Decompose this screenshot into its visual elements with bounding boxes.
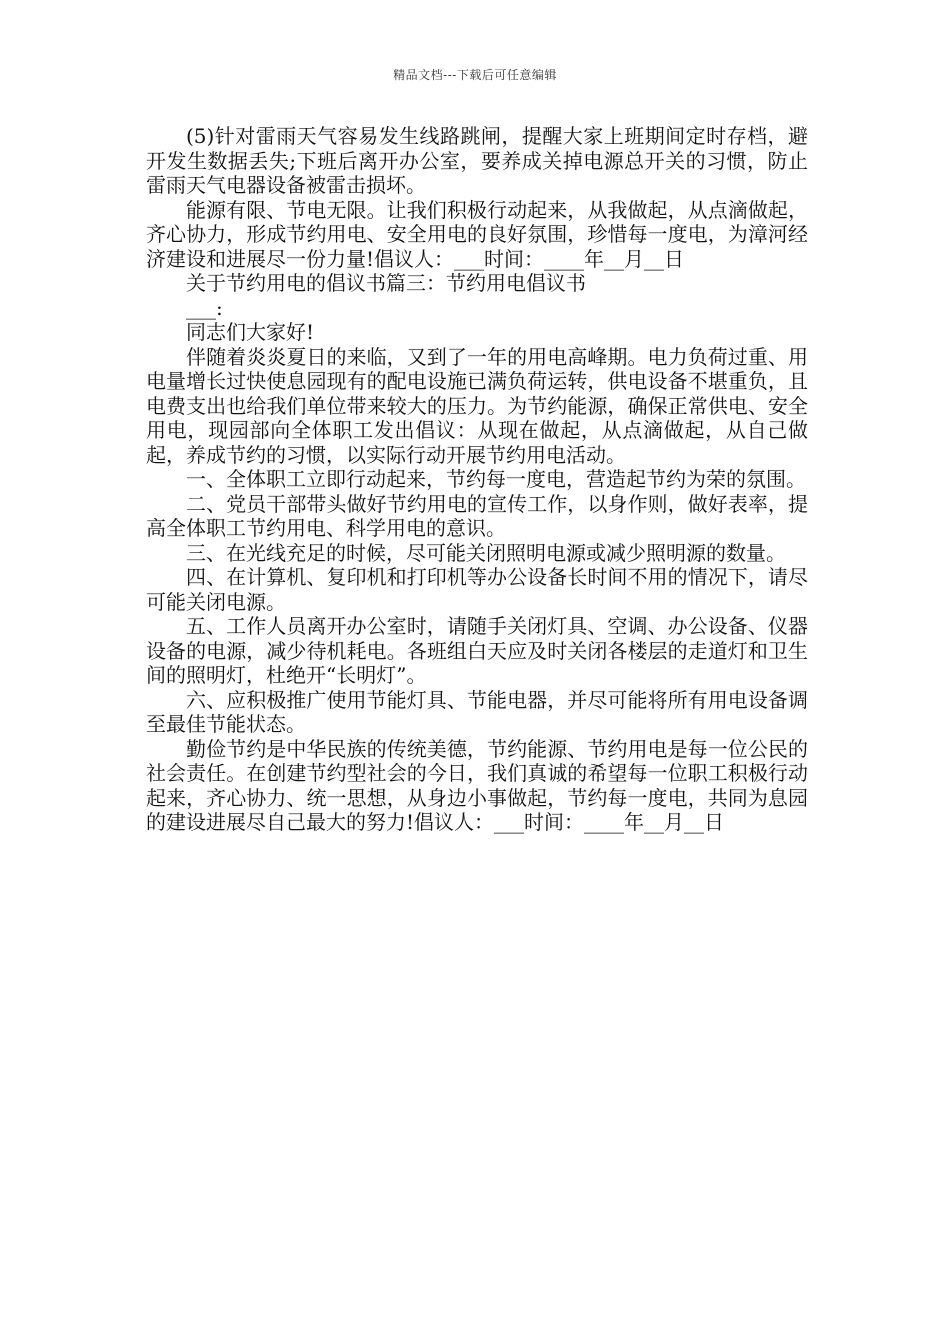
proposal-item-4: 四、在计算机、复印机和打印机等办公设备长时间不用的情况下，请尽可能关闭电源。 [146,565,808,614]
paragraph-storm-advice: (5)针对雷雨天气容易发生线路跳闸，提醒大家上班期间定时存档，避开发生数据丢失;下班后离开办公室，要养成关掉电源总开关的习惯，防止雷雨天气电器设备被雷击损坏。 [146,124,808,197]
proposal-item-1: 一、全体职工立即行动起来，节约每一度电，营造起节约为荣的氛围。 [186,467,806,491]
document-body [146,124,808,835]
proposal-item-5: 五、工作人员离开办公室时，请随手关闭灯具、空调、办公设备、仪器设备的电源，减少待机耗电。各班组白天应及时关闭各楼层的走道灯和卫生间的照明灯，杜绝开“长明灯”。 [146,614,808,687]
salutation-blank: ___: [186,295,223,320]
greeting: 同志们大家好! [186,320,315,344]
page-header: 精品文档---下载后可任意编辑 [393,68,557,82]
paragraph-conclusion: 勤俭节约是中华民族的传统美德，节约能源、节约用电是每一位公民的社会责任。在创建节约型社会的今日，我们真诚的希望每一位职工积极行动起来，齐心协力、统一思想，从身边小事做起，节约每一度电，共同为息园的建设进展尽自己最大的努力!倡议人：___时间：____年__月__日 [146,736,808,834]
paragraph-summer-peak: 伴随着炎炎夏日的来临，又到了一年的用电高峰期。电力负荷过重、用电量增长过快使息园现有的配电设施已满负荷运转，供电设备不堪重负，且电费支出也给我们单位带来较大的压力。为节约能源，确保正常供电、安全用电，现园部向全体职工发出倡议：从现在做起，从点滴做起，从自己做起，养成节约的习惯，以实际行动开展节约用电活动。 [146,344,808,467]
section-title-part-three: 关于节约用电的倡议书篇三：节约用电倡议书 [186,271,586,295]
proposal-item-3: 三、在光线充足的时候，尽可能关闭照明电源或减少照明源的数量。 [186,540,786,565]
proposal-item-6: 六、应积极推广使用节能灯具、节能电器，并尽可能将所有用电设备调至最佳节能状态。 [146,687,808,736]
proposal-item-2: 二、党员干部带头做好节约用电的宣传工作，以身作则，做好表率，提高全体职工节约用电、科学用电的意识。 [146,491,808,540]
paragraph-energy-limited: 能源有限、节电无限。让我们积极行动起来，从我做起，从点滴做起，齐心协力，形成节约用电、安全用电的良好氛围，珍惜每一度电，为漳河经济建设和进展尽一份力量!倡议人：___时间：____年__月__日 [146,197,808,271]
